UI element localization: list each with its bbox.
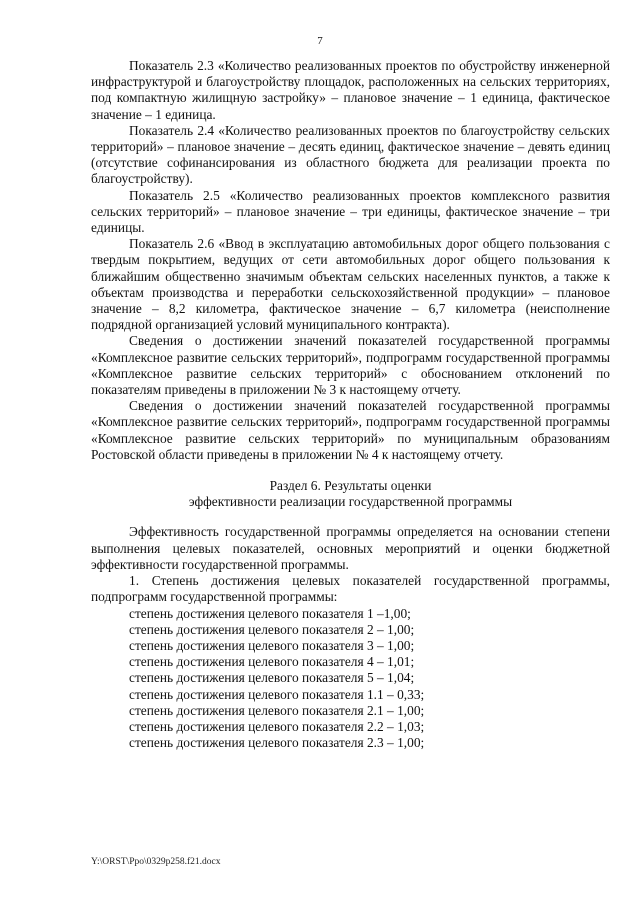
paragraph-achievement-intro: 1. Степень достижения целевых показателей государственной программы, подпрограмм государственной программы: [91,573,610,605]
list-item: степень достижения целевого показателя 2.3 – 1,00; [129,735,425,751]
paragraph-indicator-2-5: Показатель 2.5 «Количество реализованных проектов комплексного развития сельских территорий» – плановое значение – три единицы, фактическое значение – три единицы. [91,187,610,236]
document-body [91,58,610,751]
list-item: степень достижения целевого показателя 2.2 – 1,03; [129,718,425,734]
section-heading-line-1: Раздел 6. Результаты оценки [269,478,432,494]
indicator-achievement-list [91,606,610,752]
list-item: степень достижения целевого показателя 2 – 1,00; [129,621,415,637]
footer-file-path: Y:\ORST\Ppo\0329p258.f21.docx [91,857,221,867]
paragraph-indicator-2-4: Показатель 2.4 «Количество реализованных проектов по благоустройству сельских территорий» – плановое значение – десять единиц, фактическое значение – девять единиц (отсутствие софинансирования из областного бюджета для реализации проекта по благоустройству). [91,122,610,187]
list-item: степень достижения целевого показателя 1 –1,00; [129,605,411,621]
paragraph-appendix-4: Сведения о достижении значений показателей государственной программы «Комплексное развитие сельских территорий», подпрограмм государственной программы «Комплексное развитие сельских территорий» по муниципальным образованиям Ростовской области приведены в приложении № 4 к настоящему отчету. [91,398,610,462]
section-6-heading [91,478,610,510]
list-item: степень достижения целевого показателя 1.1 – 0,33; [129,686,425,702]
list-item: степень достижения целевого показателя 3 – 1,00; [129,637,415,653]
page-number: 7 [317,35,323,47]
list-item: степень достижения целевого показателя 5 – 1,04; [129,670,415,686]
paragraph-indicator-2-6: Показатель 2.6 «Ввод в эксплуатацию автомобильных дорог общего пользования с твердым покрытием, ведущих от сети автомобильных дорог общего пользования к ближайшим общественно значимым объектам сельских населенных пунктов, а также к объектам производства и переработки сельскохозяйственной продукции» – плановое значение – 8,2 километра, фактическое значение – 6,7 километра (неисполнение подрядной организацией условий муниципального контракта). [91,236,610,333]
section-heading-line-2: эффективности реализации государственной программы [188,494,513,510]
paragraph-efficiency: Эффективность государственной программы определяется на основании степени выполнения целевых показателей, основных мероприятий и оценки бюджетной эффективности государственной программы. [91,524,610,572]
paragraph-appendix-3: Сведения о достижении значений показателей государственной программы «Комплексное развитие сельских территорий», подпрограмм государственной программы «Комплексное развитие сельских территорий» с обоснованием отклонений по показателям приведены в приложении № 3 к настоящему отчету. [91,333,610,398]
paragraph-indicator-2-3: Показатель 2.3 «Количество реализованных проектов по обустройству инженерной инфраструктурой и благоустройству площадок, расположенных на сельских территориях, под компактную жилищную застройку» – плановое значение – 1 единица, фактическое значение – 1 единица. [91,58,610,122]
list-item: степень достижения целевого показателя 4 – 1,01; [129,654,415,670]
list-item: степень достижения целевого показателя 2.1 – 1,00; [129,702,425,718]
